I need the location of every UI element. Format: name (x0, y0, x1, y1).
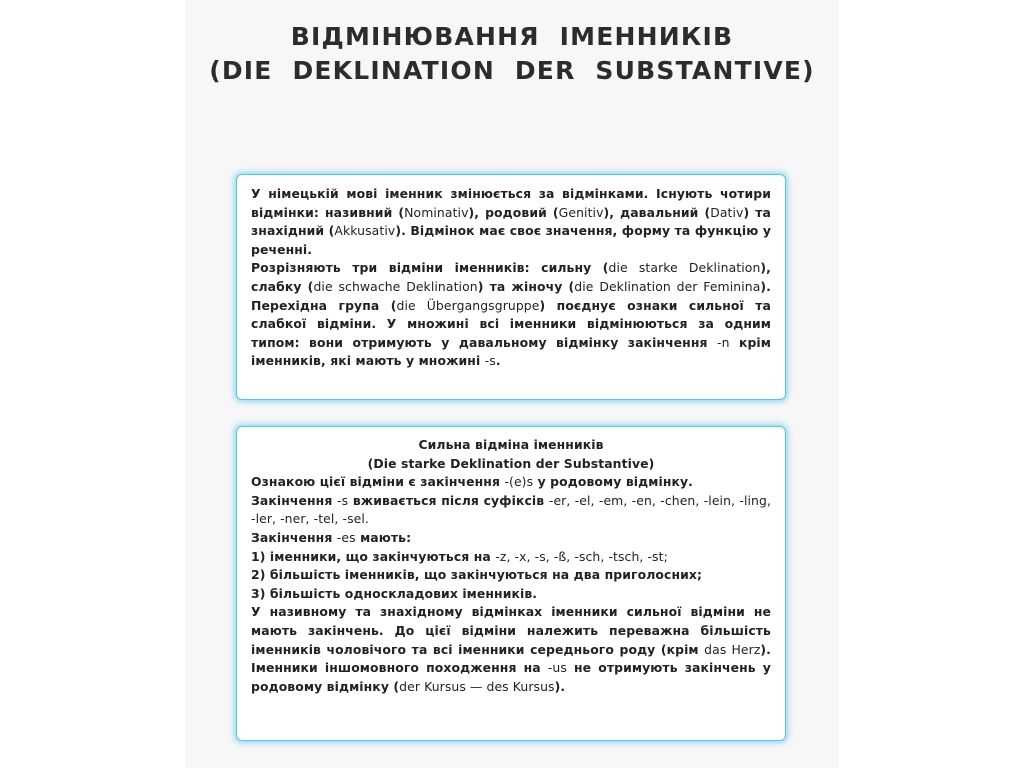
text-run: ). (554, 678, 566, 694)
text-run: Genitiv (558, 204, 604, 220)
text-run: die Deklination der Feminina (574, 278, 761, 294)
text-run: die starke Deklination (608, 260, 761, 276)
text-run: -(e)s (504, 474, 534, 490)
box-subheading: (Die starke Deklination der Substantive) (367, 455, 655, 471)
text-run: Akkusativ (334, 223, 396, 239)
text-run: ) та жіночу ( (477, 278, 575, 294)
text-run: -er, -el, -em, -en, -chen, -lein, -ling, -ler, -ner, -tel, -sel. (251, 492, 771, 527)
text-run: У німецькій мові іменник змінюється за відмінками. Існують чотири відмінки: називний ( (251, 186, 771, 220)
paragraph (251, 473, 771, 492)
text-run: 2) більшість іменників, що закінчуються на два приголосних; (251, 567, 703, 583)
paragraph (251, 529, 771, 548)
box-heading: Сильна відміна іменників (418, 437, 604, 452)
text-run: ). Перехідна група ( (251, 278, 771, 313)
paragraph (251, 259, 771, 371)
text-run: ). Іменники іншомовного походження на (251, 641, 771, 676)
page-title (185, 20, 839, 88)
text-run: Розрізняють три відміни іменників: сильну ( (251, 260, 609, 276)
text-run: . (495, 353, 501, 369)
text-run: die schwache Deklination (313, 278, 478, 294)
text-run: -s (337, 492, 349, 508)
text-run: 3) більшість односкладових іменників. (251, 585, 538, 601)
text-run: ). Відмінок має своє значення, форму та функцію у реченні. (251, 223, 771, 257)
text-run: вживається після суфіксів (348, 492, 549, 508)
paragraph (251, 492, 771, 529)
text-run: не отримують закінчень у родовому відмінку ( (251, 660, 771, 694)
text-run: Закінчення (251, 492, 338, 508)
text-run: -us (547, 660, 567, 676)
text-run: крім іменників, які мають у множині (251, 334, 772, 369)
text-run: -z, -x, -s, -ß, -sch, -tsch, -st; (495, 548, 668, 564)
text-run: Закінчення (251, 529, 337, 545)
text-run: ), родовий ( (468, 204, 559, 220)
list-item (251, 548, 771, 567)
text-run: ) поєднує ознаки сильної та слабкої відміни. У множині всі іменники відмінюються за одним типом: вони отримують у давальному відмінку закінчення (251, 297, 771, 350)
text-run: das Herz (704, 641, 761, 657)
text-run: -n (717, 334, 730, 350)
text-run: 1) іменники, що закінчуються на (251, 548, 496, 564)
text-run: der Kursus — des Kursus (399, 678, 555, 694)
text-run: У називному та знахідному відмінках іменники сильної відміни не мають закінчень. До цієї відміни належить переважна більшість іменників чоловічого та всі іменники середнього роду (крім (251, 604, 771, 657)
text-run: -es (336, 529, 356, 545)
list-item (251, 585, 771, 604)
text-run: ) та знахідний ( (251, 204, 772, 239)
paragraph (251, 185, 771, 259)
paragraph (251, 603, 771, 696)
text-run: -s (484, 353, 496, 369)
title-line-1: ВІДМІНЮВАННЯ ІМЕННИКІВ (290, 22, 734, 51)
text-run: die Übergangsgruppe (396, 297, 540, 313)
text-run: мають: (355, 529, 412, 545)
info-box-declension-overview (236, 174, 786, 400)
text-run: у родовому відмінку. (533, 474, 693, 490)
title-line-2: (DIE DEKLINATION DER SUBSTANTIVE) (209, 56, 815, 85)
text-run: ), давальний ( (603, 204, 711, 220)
info-box-strong-declension (236, 426, 786, 741)
text-run: Ознакою цієї відміни є закінчення (251, 474, 505, 490)
text-run: Dativ (710, 204, 744, 220)
text-run: Nominativ (404, 204, 469, 220)
list-item (251, 566, 771, 585)
text-run: ), слабку ( (251, 260, 771, 294)
